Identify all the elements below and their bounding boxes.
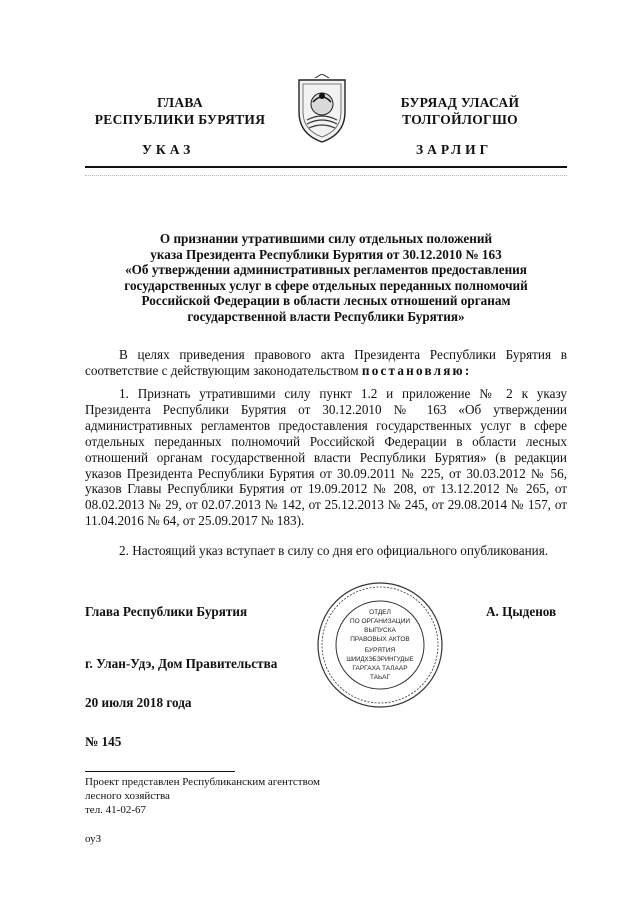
item2-paragraph: 2. Настоящий указ вступает в силу со дня его официального опубликования. <box>119 543 549 558</box>
decree-word-ru: УКАЗ <box>142 142 195 157</box>
title-line3: «Об утверждении административных регламентов предоставления <box>125 262 527 278</box>
stamp-line8: ТАЬАГ <box>369 674 391 681</box>
title-line5: Российской Федерации в области лесных отношений органам <box>141 293 511 309</box>
postanovlyayu-word: постановляю <box>361 362 465 378</box>
header-left <box>85 94 275 128</box>
signing-place: г. Улан-Удэ, Дом Правительства <box>85 656 278 671</box>
title-line1: О признании утратившими силу отдельных положений <box>159 231 493 246</box>
stamp-line5: БУРЯТИЯ <box>364 647 396 654</box>
stamp-line3: ВЫПУСКА <box>364 627 396 634</box>
stamp-line6: ШИИДХЭБЭРИНГУДЫЕ <box>346 657 414 663</box>
stamp-line4: ПРАВОВЫХ АКТОВ <box>350 636 410 643</box>
title-line2: указа Президента Республики Бурятия от 30.12.2010 № 163 <box>150 246 502 262</box>
document-title <box>85 231 567 325</box>
header-rule <box>85 166 567 168</box>
header-left-line1: ГЛАВА <box>157 95 203 110</box>
header-right <box>365 94 555 128</box>
footer-divider <box>85 771 235 772</box>
decree-word-bua: ЗАРЛИГ <box>416 142 493 157</box>
stamp-line2: ПО ОРГАНИЗАЦИИ <box>349 618 411 625</box>
footer-note <box>85 775 320 817</box>
footer-code: оуЗ <box>85 833 102 845</box>
title-line4: государственных услуг в сфере отдельных переданных полномочий <box>124 277 528 293</box>
signature-position: Глава Республики Бурятия <box>85 604 248 619</box>
signing-date: 20 июля 2018 года <box>85 695 192 710</box>
header-dotted-line <box>85 175 567 176</box>
footer-line2: лесного хозяйства <box>85 790 170 802</box>
header-right-line1: БУРЯАД УЛАСАЙ <box>400 95 520 110</box>
title-line6: государственной власти Республики Бурятия» <box>187 308 465 324</box>
item1-paragraph: 1. Признать утратившими силу пункт 1.2 и приложение № 2 к указу Президента Республики Бурятия от 30.12.2010 № 163 «Об утверждении административных регламентов предоставления государственных услуг в сфере отдельных переданных полномочий Российской Федерации в области лесных отношений органам государственной власти Республики Бурятия» (в редакции указов Президента Республики Бурятия от 30.09.2011 № 225, от 30.03.2012 № 56, указов Главы Республики Бурятия от 19.09.2012 № 208, от 13.12.2012 № 265, от 08.02.2013 № 29, от 02.07.2013 № 142, от 25.12.2013 № 245, от 29.08.2014 № 157, от 11.04.2016 № 64, от 25.09.2017 № 183). <box>85 386 567 529</box>
footer-line1: Проект представлен Республиканским агентством <box>85 776 320 788</box>
stamp-line7: ГАРГАХА ТАЛААР <box>352 665 408 672</box>
preamble-paragraph: В целях приведения правового акта Президента Республики Бурятия в соответствие с действующим законодательством постановляю: <box>85 347 567 378</box>
stamp-line1: ОТДЕЛ <box>369 609 391 616</box>
header-right-line2: ТОЛГОЙЛОГШО <box>402 112 518 127</box>
signature-name: А. Цыденов <box>486 604 557 619</box>
coat-of-arms-emblem <box>293 74 351 146</box>
header-left-line2: РЕСПУБЛИКИ БУРЯТИЯ <box>94 112 266 127</box>
preamble-text: В целях приведения правового акта Президента Республики Бурятия в соответствие с действующим законодательством <box>85 347 567 378</box>
official-stamp <box>315 580 445 710</box>
decree-number: № 145 <box>85 734 122 749</box>
footer-line3: тел. 41-02-67 <box>85 804 147 816</box>
